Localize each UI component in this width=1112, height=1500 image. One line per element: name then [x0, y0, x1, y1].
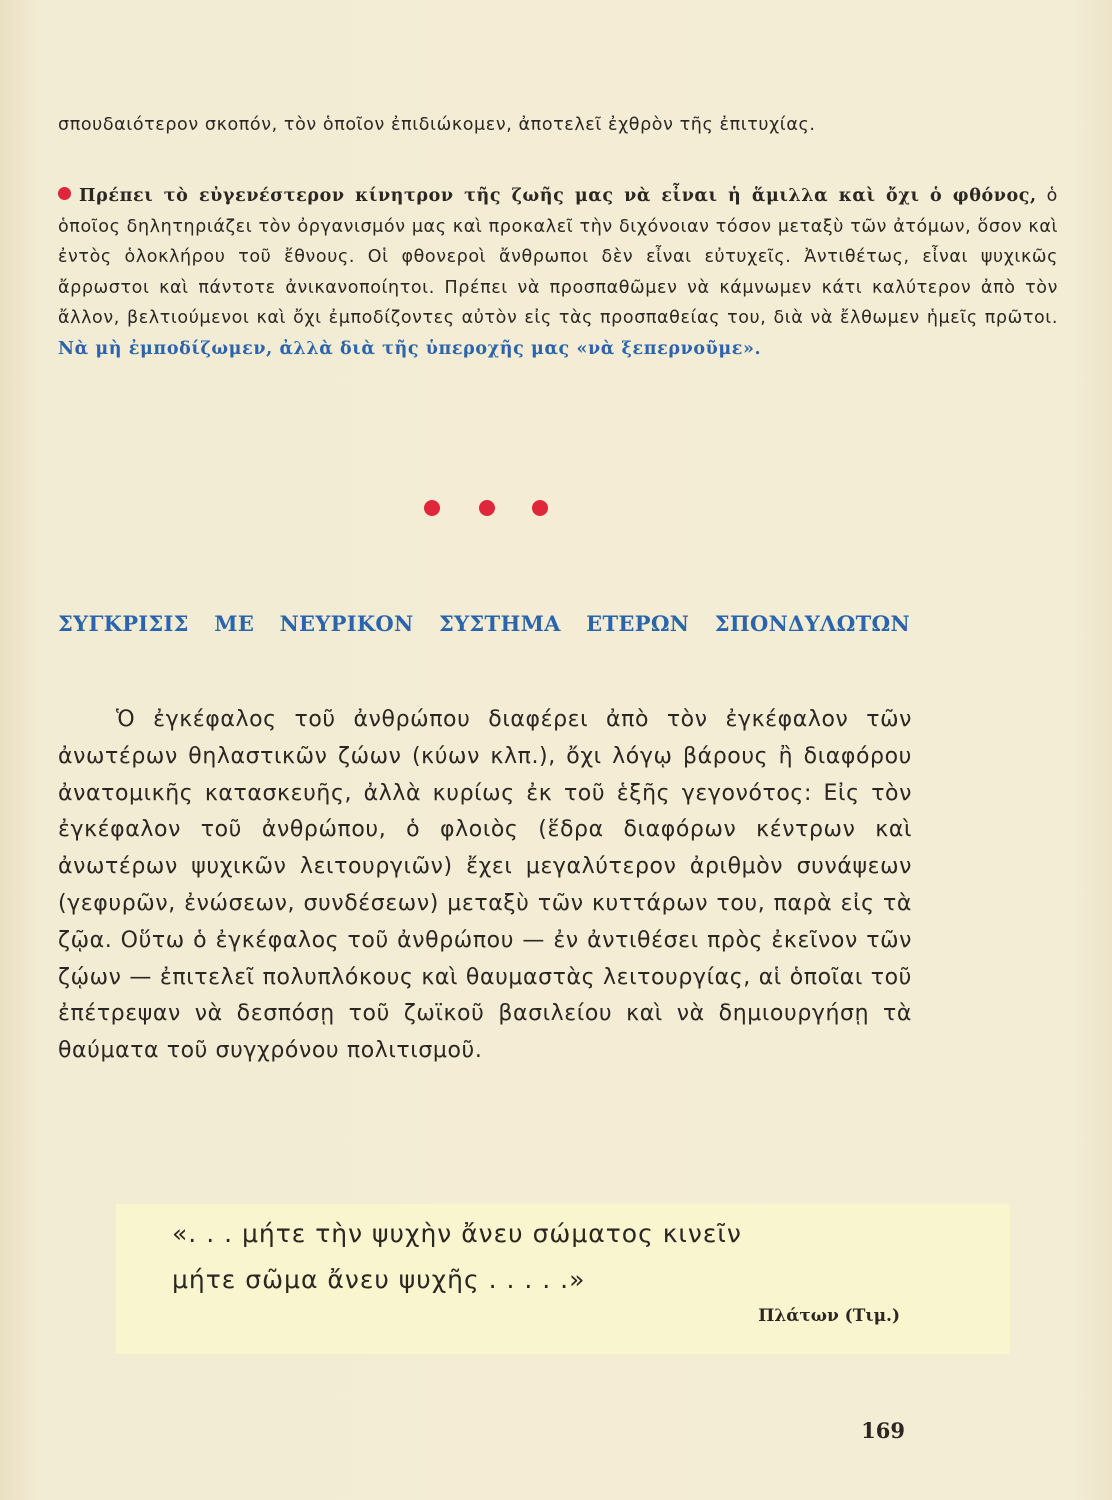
quote-line-1: «. . . μήτε τὴν ψυχὴν ἄνευ σώματος κινεῖν: [172, 1219, 742, 1248]
section-heading: ΣΥΓΚΡΙΣΙΣ ΜΕ ΝΕΥΡΙΚΟΝ ΣΥΣΤΗΜΑ ΕΤΕΡΩΝ ΣΠΟΝΔΥΛΩΤΩΝ: [58, 611, 910, 636]
paragraph-brain-comparison: Ὁ ἐγκέφαλος τοῦ ἀνθρώπου διαφέρει ἀπὸ τὸν ἐγκέφαλον τῶν ἀνωτέρων θηλαστικῶν ζώων (κύων κλπ.), ὄχι λόγῳ βάρους ἢ διαφόρου ἀνατομικῆς κατασκευῆς, ἀλλὰ κυρίως ἐκ τοῦ ἑξῆς γεγονότος: Εἰς τὸν ἐγκέφαλον τοῦ ἀνθρώπου, ὁ φλοιὸς (ἕδρα διαφόρων κέντρων καὶ ἀνωτέρων ψυχικῶν λειτουργιῶν) ἔχει μεγαλύτερον ἀριθμὸν συνάψεων (γεφυρῶν, ἐνώσεων, συνδέσεων) μεταξὺ τῶν κυττάρων του, παρὰ εἰς τὰ ζῷα. Οὕτω ὁ ἐγκέφαλος τοῦ ἀνθρώπου — ἐν ἀντιθέσει πρὸς ἐκεῖνον τῶν ζῴων — ἐπιτελεῖ πολυπλόκους καὶ θαυμαστὰς λειτουργίας, αἱ ὁποῖαι τοῦ ἐπέτρεψαν νὰ δεσπόσῃ τοῦ ζωϊκοῦ βασιλείου καὶ νὰ δημιουργήσῃ τὰ θαύματα τοῦ συγχρόνου πολιτισμοῦ.: [58, 707, 912, 1064]
red-dot-icon: [424, 500, 440, 516]
red-bullet-icon: [58, 187, 71, 200]
page-number: 169: [861, 1418, 905, 1443]
paragraph-envy: [58, 181, 1058, 364]
section-divider-dots: [424, 500, 554, 520]
continuation-line: σπουδαιότερον σκοπόν, τὸν ὁποῖον ἐπιδιώκομεν, ἀποτελεῖ ἐχθρὸν τῆς ἐπιτυχίας.: [58, 115, 816, 135]
quote-author: Πλάτων (Τιμ.): [758, 1306, 900, 1326]
bold-intro: Πρέπει τὸ εὐγενέστερον κίνητρον τῆς ζωῆς μας νὰ εἶναι ἡ ἅμιλλα καὶ ὄχι ὁ φθόνος,: [79, 186, 1037, 206]
paragraph-body: ὁ ὁποῖος δηλητηριάζει τὸν ὀργανισμόν μας καὶ προκαλεῖ τὴν διχόνοιαν τόσον μεταξὺ τῶν ἀτόμων, ὅσον καὶ ἐντὸς ὁλοκλήρου τοῦ ἔθνους. Οἱ φθονεροὶ ἄνθρωποι δὲν εἶναι εὐτυχεῖς. Ἀντιθέτως, εἶναι ψυχικῶς ἄρρωστοι καὶ πάντοτε ἀνικανοποίητοι. Πρέπει νὰ προσπαθῶμεν νὰ κάμνωμεν κάτι καλύτερον ἀπὸ τὸν ἄλλον, βελτιούμενοι καὶ ὄχι ἐμποδίζοντες αὐτὸν εἰς τὰς προσπαθείας του, διὰ νὰ ἔλθωμεν ἡμεῖς πρῶτοι.: [58, 186, 1058, 328]
red-dot-icon: [479, 500, 495, 516]
quote-line-2: μήτε σῶμα ἄνευ ψυχῆς . . . . .»: [172, 1265, 586, 1294]
red-dot-icon: [532, 500, 548, 516]
blue-emphasis: Νὰ μὴ ἐμποδίζωμεν, ἀλλὰ διὰ τῆς ὑπεροχῆς μας «νὰ ξεπερνοῦμε».: [58, 338, 762, 359]
